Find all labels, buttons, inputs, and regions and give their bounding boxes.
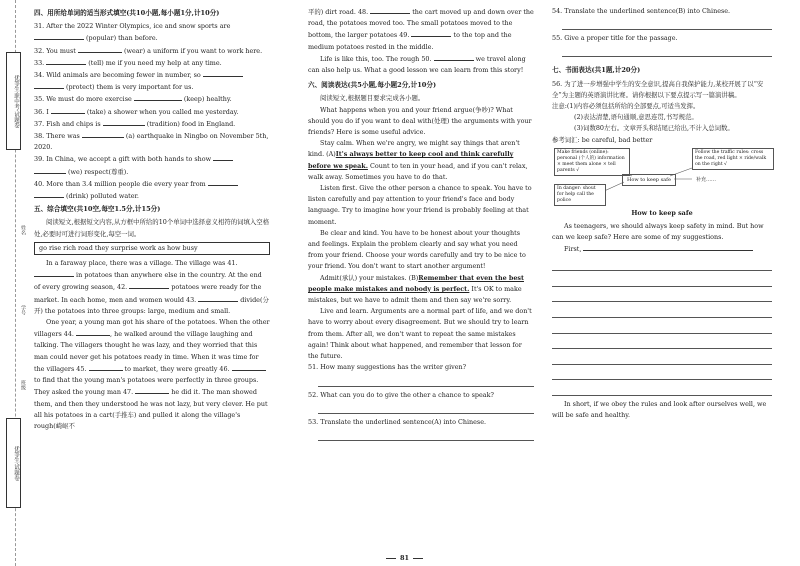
- essay-line-6[interactable]: [552, 318, 772, 334]
- question-40: 40. More than 3.4 million people die every year from (drink) polluted water.: [34, 178, 270, 202]
- essay-line-1[interactable]: [583, 243, 753, 251]
- sidebar-logo-bottom: 优等生·试题卷: [6, 418, 21, 508]
- essay-first-line: First,: [552, 243, 772, 255]
- blank-50[interactable]: [434, 53, 474, 61]
- blank-45[interactable]: [89, 363, 123, 371]
- blank-34a[interactable]: [203, 69, 243, 77]
- note-3: (3)词数80左右。文章开头和结尾已给出,不计入总词数。: [574, 124, 734, 133]
- answer-line-52[interactable]: [318, 402, 534, 414]
- note-1: 注意:(1)内容必须包括所给的全部要点,可适当发挥。: [552, 102, 700, 111]
- column-middle: [308, 6, 534, 441]
- essay-line-5[interactable]: [552, 302, 772, 318]
- reading-para-1: What happens when you and your friend argue(争吵)? What should you do if you want to deal with(处理) the arguments with your friends? Here is some useful advice.: [308, 105, 532, 137]
- section-6-title: 六、阅读表达(共5小题,每小题2分,计10分): [308, 81, 437, 90]
- blank-41[interactable]: [34, 269, 74, 277]
- answer-line-51[interactable]: [318, 375, 534, 387]
- essay-line-10[interactable]: [552, 380, 772, 396]
- blank-31[interactable]: [34, 32, 84, 40]
- passage-para-1: In a faraway place, there was a village. The village was 41. in potatoes than anywhere else in the country. At the end of every growing season, 42. potatoes were ready for the market. In each home, men and women would 43. divide(分开) the potatoes into three groups: large, medium and small.: [34, 259, 269, 315]
- reference-words: 参考词汇: be careful, bad better: [552, 135, 653, 144]
- answer-line-55[interactable]: [562, 45, 772, 57]
- answer-line-54[interactable]: [562, 18, 772, 30]
- section-7-title: 七、书面表达(共1题,计20分): [552, 66, 641, 75]
- underlined-sentence-a: It's always better to keep cool and think carefully before we speak.: [308, 150, 514, 170]
- reading-para-5: Admit(承认) your mistakes. (B)Remember that even the best people make mistakes and nobody is perfect. It's OK to make mistakes, but we have to admit them and then say we're sorry.: [308, 273, 524, 305]
- blank-44[interactable]: [76, 328, 110, 336]
- question-55: 55. Give a proper title for the passage.: [552, 34, 678, 43]
- blank-46[interactable]: [232, 363, 266, 371]
- sidebar-logo-top: 优等生·职中考·试题卷: [6, 52, 21, 150]
- blank-39[interactable]: [34, 166, 66, 174]
- question-38: 38. There was (a) earthquake in Ningbo on November 5th, 2020.: [34, 132, 269, 152]
- essay-line-2[interactable]: [552, 256, 772, 272]
- mind-map-traffic-box: Follow the traffic rules: cross the road, red light × ride/walk on the right √: [692, 148, 774, 170]
- underlined-sentence-b: Remember that even the best people make mistakes and nobody is perfect.: [308, 273, 524, 293]
- section-6-instructions: 阅读短文,根据题目要求完成各小题。: [320, 94, 425, 103]
- reading-para-6: Live and learn. Arguments are a normal part of life, and we don't have to worry about every disagreement. But we should try to learn from them. After all, we don't want to repeat the same mistakes again! Think about what happened, and remember that lesson for the future.: [308, 307, 532, 361]
- note-2: (2)表达清楚,语句通顺,意思连贯,书写规范。: [574, 113, 698, 122]
- section-5-instructions: 阅读短文,根据短文内容,从方框中所给的10个单词中选择意义相符的词填入空格处,必要时可进行词形变化,每空一词。: [34, 218, 270, 238]
- question-33: 33. (tell) me if you need my help at any time.: [34, 58, 222, 67]
- mind-map-danger-box: In danger: shout for help call the police: [554, 184, 606, 206]
- blank-32[interactable]: [78, 45, 122, 53]
- mind-map: [552, 148, 772, 206]
- question-39: 39. In China, we accept a gift with both hands to show (we) respect(尊重).: [34, 153, 270, 177]
- question-51: 51. How many suggestions has the writer given?: [308, 363, 467, 372]
- question-54: 54. Translate the underlined sentence(B) into Chinese.: [552, 7, 731, 15]
- blank-48[interactable]: [370, 6, 410, 14]
- page-number: 81: [382, 554, 427, 562]
- question-31: 31. After the 2022 Winter Olympics, ice and snow sports are (popular) than before.: [34, 22, 231, 43]
- essay-opening: As teenagers, we should always keep safety in mind. But how can we keep safe? Here are some of my suggestions.: [552, 222, 764, 242]
- number-label: 学号: [20, 305, 26, 315]
- question-35: 35. We must do more exercise (keep) healthy.: [34, 95, 232, 104]
- reading-para-2: Stay calm. When we're angry, we might say things that aren't kind. (A)It's always better to keep cool and think carefully before we speak. Count to ten in your head, and if you can't relax, walk away. Sometimes you have to do that.: [308, 139, 528, 181]
- column-left: [34, 6, 270, 432]
- mind-map-more: 补充……: [696, 176, 717, 183]
- blank-35[interactable]: [134, 93, 182, 101]
- essay-line-4[interactable]: [552, 287, 772, 303]
- blank-47[interactable]: [135, 386, 169, 394]
- answer-line-53[interactable]: [318, 429, 534, 441]
- blank-39a[interactable]: [213, 153, 233, 161]
- word-bank-box: go rise rich road they surprise work as how busy: [34, 242, 270, 255]
- essay-line-7[interactable]: [552, 334, 772, 350]
- column-right: [552, 6, 772, 421]
- passage-para-2: One year, a young man got his share of the potatoes. When the other villagers 44. , he walked around the village laughing and talking. The villagers thought he was lazy, and they worried that this man could never get his potatoes ready in time. When it was time for the villagers 45. to market, they were greatly 46. to find that the young man's potatoes were perfectly in three groups. They asked the young man 47. he did it. The man showed them, and then they understood he was not lazy, but very clever. He put all his potatoes in a cart(手推车) and pulled it along the village's rough(崎岖不: [34, 318, 270, 430]
- blank-49[interactable]: [411, 29, 451, 37]
- question-36: 36. I (take) a shower when you called me yesterday.: [34, 107, 239, 116]
- mind-map-online-box: Make friends (online): personal (个人的) information × meet them alone × tell parents √: [554, 148, 630, 176]
- essay-closing: In short, if we obey the rules and look after ourselves well, we will be safe and healthy.: [552, 399, 767, 420]
- essay-line-9[interactable]: [552, 365, 772, 381]
- blank-43[interactable]: [198, 294, 238, 302]
- reading-para-4: Be clear and kind. You have to be honest about your thoughts and feelings. Explain the problem clearly and say what you need from your friend. Choose your words carefully and try to be nice to your friend. You don't want to start another argument!: [308, 228, 526, 271]
- section-4-title: 四、用所给单词的适当形式填空(共10小题,每小题1分,计10分): [34, 9, 220, 17]
- blank-40a[interactable]: [208, 178, 238, 186]
- section-5-title: 五、综合填空(共10空,每空1.5分,计15分): [34, 205, 161, 214]
- essay-title: How to keep safe: [631, 208, 693, 217]
- mind-map-center: How to keep safe: [622, 174, 676, 186]
- question-37: 37. Fish and chips is (tradition) food in England.: [34, 119, 236, 128]
- blank-34[interactable]: [34, 81, 64, 89]
- passage-para-3: Life is like this, too. The rough 50. we travel along can also help us. What a good lesson we can learn from this story!: [308, 54, 526, 75]
- question-53: 53. Translate the underlined sentence(A) into Chinese.: [308, 417, 487, 426]
- essay-line-8[interactable]: [552, 349, 772, 365]
- blank-37[interactable]: [103, 118, 145, 126]
- blank-33[interactable]: [46, 57, 86, 65]
- question-34: 34. Wild animals are becoming fewer in number, so (protect) them is very important for us.: [34, 69, 270, 93]
- writing-task: 56. 为了进一步增强中学生的安全意识,提高自我保护能力,某校开展了以“安全”为主题的英语演讲比赛。请你根据以下要点提示写一篇演讲稿。: [552, 79, 764, 99]
- blank-38[interactable]: [82, 130, 124, 138]
- binding-sidebar: [0, 0, 30, 566]
- class-label: 班级: [20, 380, 26, 390]
- essay-line-3[interactable]: [552, 271, 772, 287]
- reading-para-3: Listen first. Give the other person a chance to speak. You have to listen carefully and pay attention to your friend's face and body language. Try to imagine how your friend is probably feeling at that moment.: [308, 184, 532, 226]
- passage-para-2-cont: 平的) dirt road. 48. the cart moved up and down over the road, the potatoes moved too. The small potatoes moved to the bottom, the larger potatoes 49. to the top and the medium potatoes rested in the middle.: [308, 8, 534, 51]
- blank-40[interactable]: [34, 190, 64, 198]
- question-52: 52. What can you do to give the other a chance to speak?: [308, 390, 494, 399]
- name-label: 姓名: [20, 225, 26, 235]
- blank-36[interactable]: [51, 106, 85, 114]
- blank-42[interactable]: [129, 281, 169, 289]
- question-32: 32. You must (wear) a uniform if you want to work here.: [34, 46, 263, 55]
